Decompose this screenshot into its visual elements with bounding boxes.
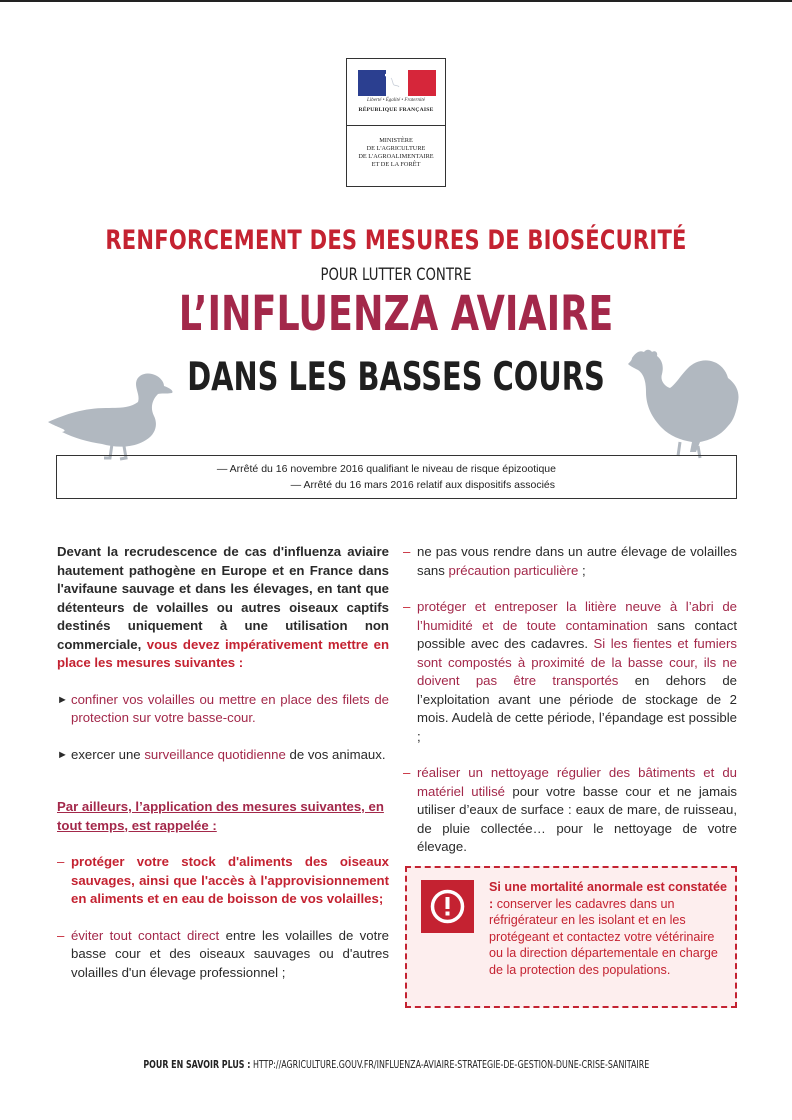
alert-heading: Si une mortalité anormale est constatée :	[489, 880, 727, 911]
arrow-bullet-icon: ►	[57, 748, 68, 761]
intro-paragraph	[57, 543, 389, 673]
reminder-text: entre les volailles de votre basse cour et des oiseaux sauvages ou d'autres volailles d'un élevage professionnel ;	[71, 927, 389, 980]
title-main: L’INFLUENZA AVIAIRE	[178, 286, 614, 342]
ministere-label	[347, 126, 445, 169]
reminder-highlight: réaliser un nettoyage régulier des bâtiments et du matériel utilisé	[417, 765, 737, 799]
measure-item	[57, 691, 389, 728]
reminder-item	[403, 543, 737, 580]
reminder-item	[403, 598, 737, 746]
ministere-line: DE L'AGROALIMENTAIRE	[358, 153, 434, 160]
alert-body: conserver les cadavres dans un réfrigérateur en les isolant et en les protégeant et contactez votre vétérinaire ou la direction départementale en charge de la protection des populations.	[489, 896, 718, 977]
reminder-highlight: protéger et entreposer la litière neuve à l’abri de l’humidité et de toute contamination	[417, 599, 737, 633]
dash-bullet: –	[57, 927, 65, 943]
decree-line: — Arrêté du 16 novembre 2016 qualifiant le niveau de risque épizootique	[216, 463, 556, 475]
title-line-2: POUR LUTTER CONTRE	[320, 265, 472, 285]
reminder-text: ne pas vous rendre dans un autre élevage de volailles sans	[417, 544, 737, 578]
republique-francaise-block	[347, 59, 445, 126]
reminder-highlight: Si les fientes et fumiers sont compostés à proximité de la basse cour, ils ne doivent pas être transportés	[417, 636, 738, 688]
ministere-line: DE L'AGRICULTURE	[366, 145, 426, 152]
reminder-text: ;	[581, 562, 586, 578]
alert-text	[489, 879, 729, 979]
footer-label: POUR EN SAVOIR PLUS :	[143, 1058, 251, 1071]
decree-references-box	[56, 455, 737, 499]
right-column	[403, 543, 737, 857]
dash-bullet: –	[403, 599, 411, 614]
hen-icon	[624, 348, 744, 460]
measure-text: de vos animaux.	[289, 746, 386, 762]
reminder-item	[57, 927, 389, 983]
top-rule	[0, 0, 792, 2]
motto: Liberté • Égalité • Fraternité	[367, 98, 425, 103]
intro-text: Devant la recrudescence de cas d'influenza aviaire hautement pathogène en Europe et en France dans l'avifaune sauvage et dans les élevages, en tant que détenteurs de volailles ou autres oiseaux captifs destinés uniquement à une utilisation non commerciale,	[57, 544, 389, 652]
footer-content	[143, 1058, 649, 1071]
ministere-line: ET DE LA FORÊT	[371, 161, 421, 168]
reminder-text: protéger votre stock d'aliments des oiseaux sauvages, ainsi que l'accès à l'approvisionnement en aliments et en eau de boisson de vos volailles;	[71, 854, 389, 906]
measure-highlight: surveillance quotidienne	[144, 746, 286, 762]
mortality-alert-box	[405, 866, 737, 1008]
dash-bullet: –	[57, 854, 65, 869]
footer-url-link[interactable]: HTTP://AGRICULTURE.GOUV.FR/INFLUENZA-AVIAIRE-STRATEGIE-DE-GESTION-DUNE-CRISE-SANITAIRE	[252, 1058, 649, 1071]
title-line-1: RENFORCEMENT DES MESURES DE BIOSÉCURITÉ	[105, 225, 687, 256]
measure-item	[57, 746, 389, 765]
reminder-highlight: éviter tout contact direct	[71, 927, 220, 943]
arrow-bullet-icon: ►	[57, 693, 68, 706]
reminder-item	[57, 853, 389, 909]
reminder-text: sans contact possible avec des cadavres.	[417, 617, 737, 651]
left-column	[57, 543, 389, 982]
ministere-line: MINISTÈRE	[379, 137, 413, 144]
marianne-flag-icon	[358, 70, 436, 96]
republique-francaise-label: RÉPUBLIQUE FRANÇAISE	[358, 107, 434, 113]
reminder-text: en dehors de l’exploitation avant une période de stockage de 2 mois. Audelà de cette période, l’épandage est possible ;	[417, 673, 737, 744]
reminder-highlight: précaution particulière	[448, 562, 579, 578]
intro-mandatory-text: vous devez impérativement mettre en place les mesures suivantes :	[57, 636, 389, 670]
reminder-item	[403, 764, 737, 857]
measure-text: exercer une	[71, 746, 141, 762]
reminder-heading: Par ailleurs, l’application des mesures suivantes, en tout temps, est rappelée :	[57, 799, 384, 833]
warning-icon	[421, 880, 474, 933]
title-line-4: DANS LES BASSES COURS	[187, 355, 605, 400]
dash-bullet: –	[403, 765, 411, 780]
measure-text: confiner vos volailles ou mettre en place des filets de protection sur votre basse-cour.	[71, 691, 389, 725]
decree-line: — Arrêté du 16 mars 2016 relatif aux dispositifs associés	[290, 479, 555, 491]
footer	[0, 1058, 792, 1071]
duck-icon	[46, 372, 176, 462]
reminder-text: pour votre basse cour et ne jamais utiliser d’eaux de surface : eaux de mare, de ruisseau, de pluie collectée… pour le nettoyage de votre élevage.	[417, 783, 737, 854]
marianne-logo	[346, 58, 446, 187]
dash-bullet: –	[403, 544, 411, 559]
